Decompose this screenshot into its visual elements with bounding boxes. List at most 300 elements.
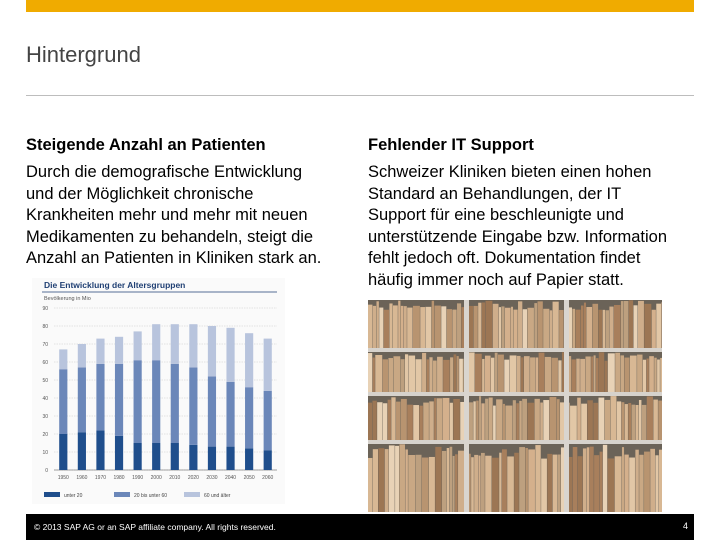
folder [459,359,463,392]
folder [594,355,596,392]
folder [399,444,405,512]
folder [429,401,433,440]
folder [502,449,507,512]
folder [654,358,656,392]
folder [452,310,456,348]
folder [379,308,383,348]
y-tick-label: 30 [42,414,48,420]
bar-segment [264,450,272,470]
folder [587,400,593,440]
folder [409,356,416,392]
folder [407,405,413,440]
x-tick-label: 1950 [57,475,69,481]
left-body-line: Anzahl an Patienten in Kliniken stark an. [26,249,322,267]
bar-segment [134,360,142,443]
folder [638,301,644,348]
folder [585,356,590,392]
folder [600,452,603,512]
folder [558,360,561,392]
folder [657,360,660,392]
folder [609,307,613,348]
folder [543,309,549,348]
folder [581,306,584,348]
legend-label: 20 bis unter 60 [134,493,168,499]
folder [559,310,563,348]
folder [577,398,581,440]
copyright-text: © 2013 SAP AG or an SAP affiliate company. All rights reserved. [34,522,276,532]
folder [422,458,429,512]
left-column [26,134,361,270]
folder [479,396,481,440]
folder [599,398,605,440]
bar-segment [96,339,104,364]
folder [473,401,475,440]
left-heading: Steigende Anzahl an Patienten [26,136,266,154]
folder [454,354,457,392]
folder [610,396,616,440]
folder [485,456,491,512]
folder [540,403,543,440]
folder [455,454,458,512]
folder [423,403,429,440]
folder [419,406,422,440]
folder [504,360,509,392]
bar-segment [96,430,104,470]
bar-segment [78,367,86,432]
folder [543,400,549,440]
folder [622,447,624,512]
x-tick-label: 1970 [94,475,107,481]
folder [653,400,658,440]
x-tick-label: 2010 [169,475,181,481]
folder [475,354,482,392]
folder [587,447,589,512]
shelf-board [368,392,662,396]
folder [405,449,407,512]
folder [415,359,421,392]
folder [513,400,516,440]
folder [624,358,629,392]
y-tick-label: 70 [42,342,48,348]
folder [583,448,586,512]
bar-segment [134,443,142,470]
folder [658,401,662,440]
folder [388,400,391,440]
bar-segment [208,326,216,376]
bar-segment [226,382,234,447]
folder [457,356,459,392]
folder [634,305,638,348]
folder [513,310,517,348]
folder [443,398,450,440]
right-body-line: unterstützende Eingabe bzw. Information [368,227,668,246]
folder [389,303,392,348]
folder [598,310,602,348]
folder [590,447,594,512]
x-tick-label: 1960 [76,475,88,481]
bar-segment [78,432,86,470]
legend-swatch [114,492,130,497]
folder [541,459,547,512]
page-number: 4 [682,521,688,531]
bar-segment [264,339,272,391]
folder [395,446,399,512]
folder [528,449,535,512]
folder [642,405,647,440]
folder [550,397,557,440]
folder [593,403,598,440]
bar-segment [226,447,234,470]
folder [620,355,624,392]
archive-shelves-photo [368,300,662,512]
folder [373,449,378,512]
folder [437,357,443,392]
left-body-line: Krankheiten mehr und mehr mit neuen [26,206,308,224]
folder [498,355,504,392]
bar-segment [115,436,123,470]
folder [524,356,530,392]
folder [420,307,425,348]
folder [447,309,452,348]
bar-segment [208,376,216,446]
folder [471,457,474,512]
folder [629,300,633,348]
bar-segment [171,443,179,470]
folder [603,310,605,348]
folder [376,301,378,348]
folder [460,402,464,440]
folder [656,304,661,348]
folder [375,355,382,392]
folder [530,357,535,392]
folder [434,306,440,348]
folder [580,359,585,392]
y-tick-label: 90 [42,306,48,312]
folder [496,399,502,440]
folder [485,356,491,392]
folder [503,404,505,440]
folder [553,455,558,512]
folder [605,310,609,348]
folder [474,455,478,512]
folder [450,403,453,440]
folder [639,400,641,440]
x-tick-label: 2050 [243,475,255,481]
folder [416,455,422,512]
bar-segment [208,447,216,470]
folder [643,360,646,392]
folder [479,456,481,512]
bar-segment [245,387,253,448]
folder [644,452,650,512]
folder [413,405,419,440]
right-column [368,134,698,291]
folder [401,359,405,392]
folder [388,358,393,392]
folder [519,447,525,512]
folder [622,402,625,440]
bar-segment [171,324,179,364]
folder [391,397,395,440]
folder [659,450,662,512]
folder [527,308,533,348]
bar-segment [134,331,142,360]
folder [481,403,484,440]
folder [650,449,655,512]
bar-segment [171,364,179,443]
folder [518,301,522,348]
folder [605,361,608,392]
folder [536,357,539,392]
folder [652,310,656,348]
folder [493,304,499,348]
folder [396,402,400,440]
folder [625,404,628,440]
folder [575,310,580,348]
folder [458,451,465,512]
x-tick-label: 2040 [224,475,237,481]
folder [614,305,621,348]
folder [435,447,441,512]
shelf-board [368,348,662,352]
folder [547,454,552,512]
folder [615,456,622,512]
x-tick-label: 1980 [113,475,125,481]
folder [384,310,389,348]
bar-segment [226,328,234,382]
folder [505,308,511,348]
folder [489,398,493,440]
shelf-post [564,300,569,512]
folder [478,303,481,348]
folder [584,303,586,348]
folder [383,403,387,440]
bar-segment [96,364,104,431]
left-body-line: Durch die demografische Entwicklung [26,163,303,181]
bar-segment [189,445,197,470]
x-tick-label: 1990 [132,475,144,481]
folder [476,401,478,440]
legend-label: unter 20 [64,493,83,499]
right-body-line: Schweizer Kliniken bieten einen hohen [368,163,652,181]
folder [591,357,593,392]
bar-segment [189,324,197,367]
folder [516,403,519,440]
bar-segment [152,324,160,360]
folder [468,352,474,392]
folder [592,304,598,348]
folder [534,303,537,348]
folder [429,457,435,512]
folder [450,447,453,512]
folder [499,453,501,512]
folder [527,403,534,440]
folder [624,455,628,512]
folder [398,301,400,348]
folder [442,451,446,512]
folder [377,402,382,440]
y-tick-label: 0 [45,468,48,474]
right-body-line: häufig immer noch auf Papier statt. [368,270,624,289]
legend-swatch [184,492,200,497]
folder [605,400,610,440]
folder [603,445,607,512]
folder [486,301,493,348]
folder [429,357,432,392]
footer-bar [26,514,694,540]
folder [443,360,450,392]
bar-segment [59,349,67,369]
folder [408,455,415,512]
folder [474,306,478,348]
folder [378,448,384,512]
folder [570,406,577,440]
folder [661,302,662,348]
folder [491,358,494,392]
folder [639,455,643,512]
left-body-line: und der Möglichkeit chronische [26,184,254,203]
folder [427,359,429,392]
left-body-line: Medikamenten zu behandeln, steigt die [26,227,314,246]
folder [495,353,498,392]
bar-segment [59,434,67,470]
folder [507,456,514,512]
folder [660,358,662,392]
y-tick-label: 50 [42,378,48,384]
folder [383,359,388,392]
right-body [368,162,698,291]
folder [569,307,572,348]
chart-title: Die Entwicklung der Altersgruppen [44,280,186,290]
right-body-line: Support für eine beschleunigte und [368,206,624,224]
folder [539,353,545,392]
folder [422,353,426,392]
age-group-chart [32,278,285,504]
file-shelves-image [368,300,662,512]
folder [629,458,635,512]
folder [469,306,473,348]
y-tick-label: 80 [42,324,48,330]
folder [647,396,653,440]
bar-segment [245,448,253,470]
folder [499,307,501,348]
y-tick-label: 10 [42,450,48,456]
chart-canvas [32,278,285,504]
folder [373,306,376,348]
x-tick-label: 2060 [262,475,274,481]
folder [545,357,551,392]
folder [404,306,407,348]
folder [517,356,521,392]
folder [636,405,639,440]
left-body [26,162,361,270]
folder [389,445,395,512]
folder [372,401,376,440]
folder [385,449,389,512]
folder [401,306,404,348]
folder [457,303,461,348]
bar-segment [115,337,123,364]
right-heading: Fehlender IT Support [368,136,534,154]
x-tick-label: 2000 [150,475,162,481]
folder [393,305,398,348]
folder [521,357,524,392]
folder [405,354,408,392]
legend-label: 60 und älter [204,493,231,499]
folder [581,404,587,440]
folder [407,308,412,348]
folder [572,359,576,392]
folder [576,359,580,392]
slide-title: Hintergrund [26,42,141,67]
folder [447,448,449,512]
bar-segment [115,364,123,436]
y-tick-label: 20 [42,432,48,438]
folder [596,358,598,392]
folder [437,398,443,440]
folder [615,353,620,392]
folder [523,309,527,348]
folder [413,306,420,348]
bar-segment [59,369,67,434]
right-body-line: fehlt jedoch oft. Dokumentation findet [368,249,641,267]
folder [655,455,658,512]
folder [535,399,540,440]
folder [501,306,504,348]
bar-segment [152,360,160,443]
folder [558,455,561,512]
folder [433,361,437,392]
folder [647,359,649,392]
folder [368,458,372,512]
folder [553,302,559,348]
folder [514,453,519,512]
folder [401,399,407,440]
chart-ylabel: Bevölkerung in Mio [44,296,91,302]
folder [617,401,621,440]
right-body-line: Standard an Behandlungen, der IT [368,184,622,203]
folder [538,301,543,348]
folder [550,310,552,348]
folder [519,401,521,440]
bar-segment [152,443,160,470]
bar-segment [264,391,272,450]
folder [505,406,512,440]
folder [450,357,453,392]
x-tick-label: 2030 [206,475,218,481]
folder [453,399,460,440]
folder [492,458,499,512]
folder [586,307,592,348]
folder [432,301,434,348]
folder [441,306,446,348]
folder [535,445,540,512]
folder [522,399,527,440]
bar-segment [245,333,253,387]
folder [493,406,496,440]
folder [630,356,637,392]
folder [573,447,578,512]
folder [393,356,400,392]
folder [624,301,628,348]
folder [551,358,557,392]
folder [578,456,583,512]
folder [637,355,642,392]
y-tick-label: 60 [42,360,48,366]
folder [482,302,485,348]
folder [481,453,485,512]
folder [628,403,631,440]
